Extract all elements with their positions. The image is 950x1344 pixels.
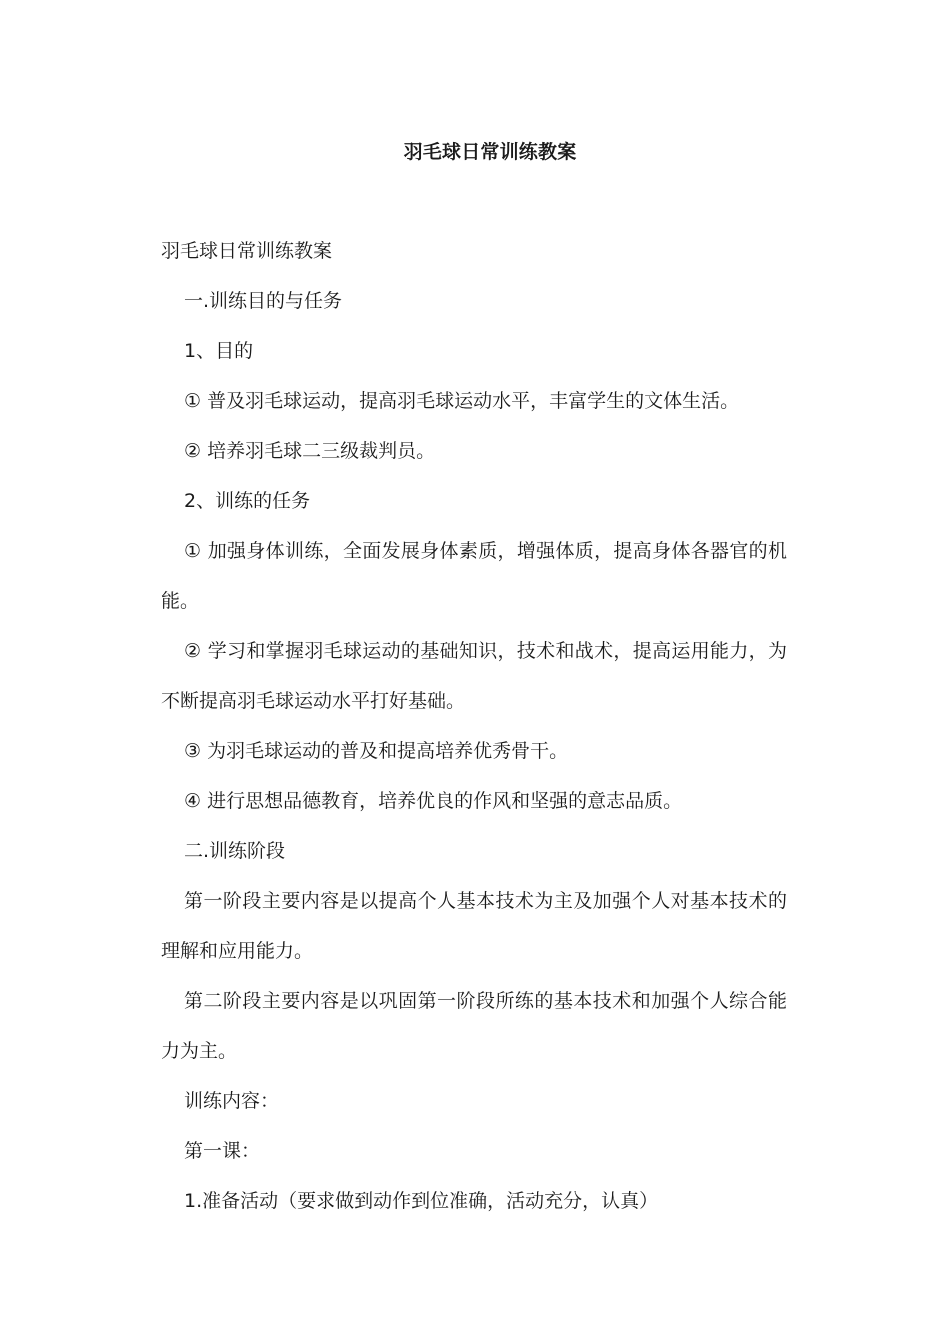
lesson-one-label: 第一课： — [184, 1140, 261, 1162]
warmup-item: 1.准备活动（要求做到动作到位准确，活动充分，认真） — [184, 1190, 659, 1212]
training-content-label: 训练内容： — [184, 1090, 280, 1112]
task-item-1: ① 加强身体训练，全面发展身体素质，增强体质，提高身体各器官的机能。 — [161, 540, 787, 612]
subheading-purpose: 1、目的 — [184, 340, 254, 362]
paragraph-heading: 羽毛球日常训练教案 — [161, 240, 333, 262]
subheading-tasks: 2、训练的任务 — [184, 490, 311, 512]
task-item-2: ② 学习和掌握羽毛球运动的基础知识，技术和战术，提高运用能力，为不断提高羽毛球运动水平打好基础。 — [161, 640, 787, 712]
document-body — [161, 226, 787, 1226]
task-item-3: ③ 为羽毛球运动的普及和提高培养优秀骨干。 — [184, 740, 569, 762]
section-heading-1: 一.训练目的与任务 — [184, 290, 343, 312]
stage-two-paragraph: 第二阶段主要内容是以巩固第一阶段所练的基本技术和加强个人综合能力为主。 — [161, 990, 787, 1062]
section-heading-2: 二.训练阶段 — [184, 840, 286, 862]
document-title: 羽毛球日常训练教案 — [403, 141, 577, 163]
stage-one-paragraph: 第一阶段主要内容是以提高个人基本技术为主及加强个人对基本技术的理解和应用能力。 — [161, 890, 787, 962]
task-item-4: ④ 进行思想品德教育，培养优良的作风和坚强的意志品质。 — [184, 790, 683, 812]
purpose-item-1: ① 普及羽毛球运动，提高羽毛球运动水平，丰富学生的文体生活。 — [184, 390, 740, 412]
purpose-item-2: ② 培养羽毛球二三级裁判员。 — [184, 440, 436, 462]
